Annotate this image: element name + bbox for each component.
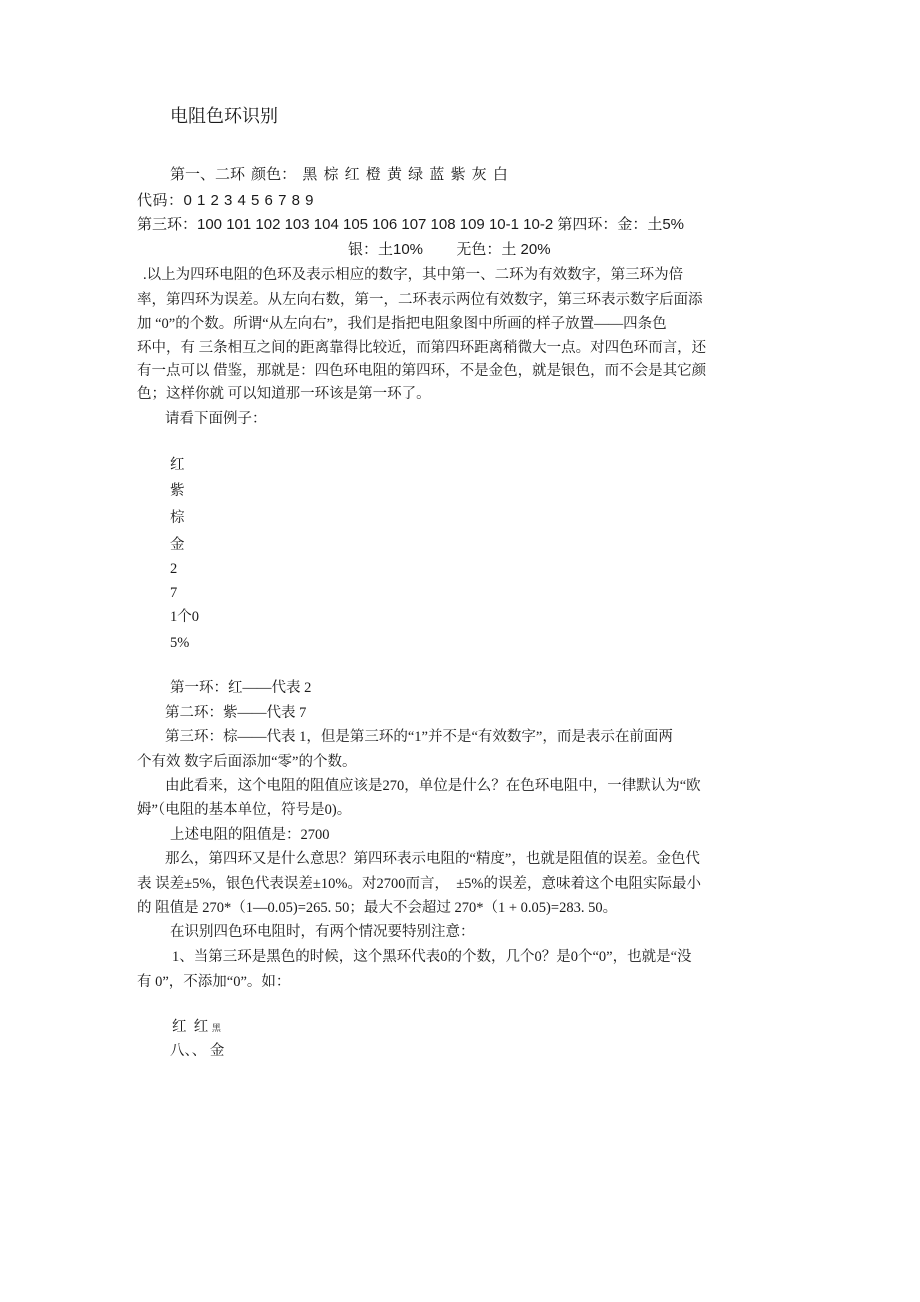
- intro-line: 率，第四环为误差。从左向右数，第一，二环表示两位有效数字，第三环表示数字后面添: [137, 292, 703, 308]
- color-code-digits: 代码：0 1 2 3 4 5 6 7 8 9: [137, 192, 314, 209]
- list-item: 2: [170, 561, 178, 577]
- example2-main: 红 红: [172, 1019, 209, 1035]
- third-fourth-ring-values: 第三环：100 101 102 103 104 105 106 107 108 109 10-1 10-2 第四环：金：土5%: [137, 216, 685, 233]
- page-title: 电阻色环识别: [170, 106, 278, 126]
- list-item: 棕: [170, 510, 185, 526]
- silver-none-tolerance: 银：土10% 无色：土 20%: [348, 241, 551, 258]
- list-item: 5%: [170, 635, 190, 651]
- example2-line: [172, 1014, 221, 1041]
- ring2-explanation: 第二环：紫——代表 7: [165, 705, 307, 721]
- value-explanation: 由此看来，这个电阻的阻值应该是270，单位是什么？在色环电阻中，一律默认为“欧: [165, 778, 701, 794]
- list-item: 红: [170, 457, 185, 473]
- case1-explanation: 有 0”，不添加“0”。如：: [137, 974, 291, 990]
- intro-line: 环中，有 三条相互之间的距离靠得比较近，而第四环距离稍微大一点。对四色环而言，还: [137, 340, 707, 356]
- value-explanation: 姆”（电阻的基本单位，符号是0)。: [137, 802, 352, 818]
- tolerance-explanation: 那么，第四环又是什么意思？第四环表示电阻的“精度”，也就是阻值的误差。金色代: [165, 851, 700, 867]
- example2-small: 黑: [211, 1023, 221, 1033]
- list-item: 紫: [170, 483, 185, 499]
- tolerance-explanation: 表 误差±5%，银色代表误差±10%。对2700而言， ±5%的误差，意味着这个电阻实际最小: [137, 876, 701, 892]
- ring3-explanation: 第三环：棕——代表 1，但是第三环的“1”并不是“有效数字”，而是表示在前面两: [165, 729, 673, 745]
- first-second-ring-colors: 第一、二环 颜色： 黑 棕 红 橙 黄 绿 蓝 紫 灰 白: [170, 166, 508, 183]
- case1-explanation: 1、当第三环是黑色的时候，这个黑环代表0的个数，几个0？是0个“0”，也就是“没: [172, 949, 692, 965]
- intro-line: .以上为四环电阻的色环及表示相应的数字，其中第一、二环为有效数字，第三环为倍: [143, 267, 684, 283]
- intro-line: 有一点可以 借鉴，那就是：四色环电阻的第四环，不是金色，就是银色，而不会是其它颜: [137, 363, 707, 379]
- ring1-explanation: 第一环：红——代表 2: [170, 680, 312, 696]
- intro-line: 色；这样你就 可以知道那一环该是第一环了。: [137, 386, 431, 402]
- ring3-explanation: 个有效 数字后面添加“零”的个数。: [137, 754, 357, 770]
- example2-line: 八、、 金: [170, 1043, 225, 1059]
- list-item: 金: [170, 537, 185, 553]
- value-result: 上述电阻的阻值是：2700: [170, 827, 330, 843]
- special-notice: 在识别四色环电阻时，有两个情况要特别注意：: [170, 924, 475, 940]
- list-item: 1个0: [170, 609, 199, 625]
- list-item: 7: [170, 585, 178, 601]
- tolerance-explanation: 的 阻值是 270*（1—0.05)=265. 50；最大不会超过 270*（1 + 0.05)=283. 50。: [137, 900, 618, 916]
- intro-line: 加 “0”的个数。所谓“从左向右”，我们是指把电阻象图中所画的样子放置——四条色: [137, 316, 667, 332]
- example-intro: 请看下面例子：: [165, 411, 267, 427]
